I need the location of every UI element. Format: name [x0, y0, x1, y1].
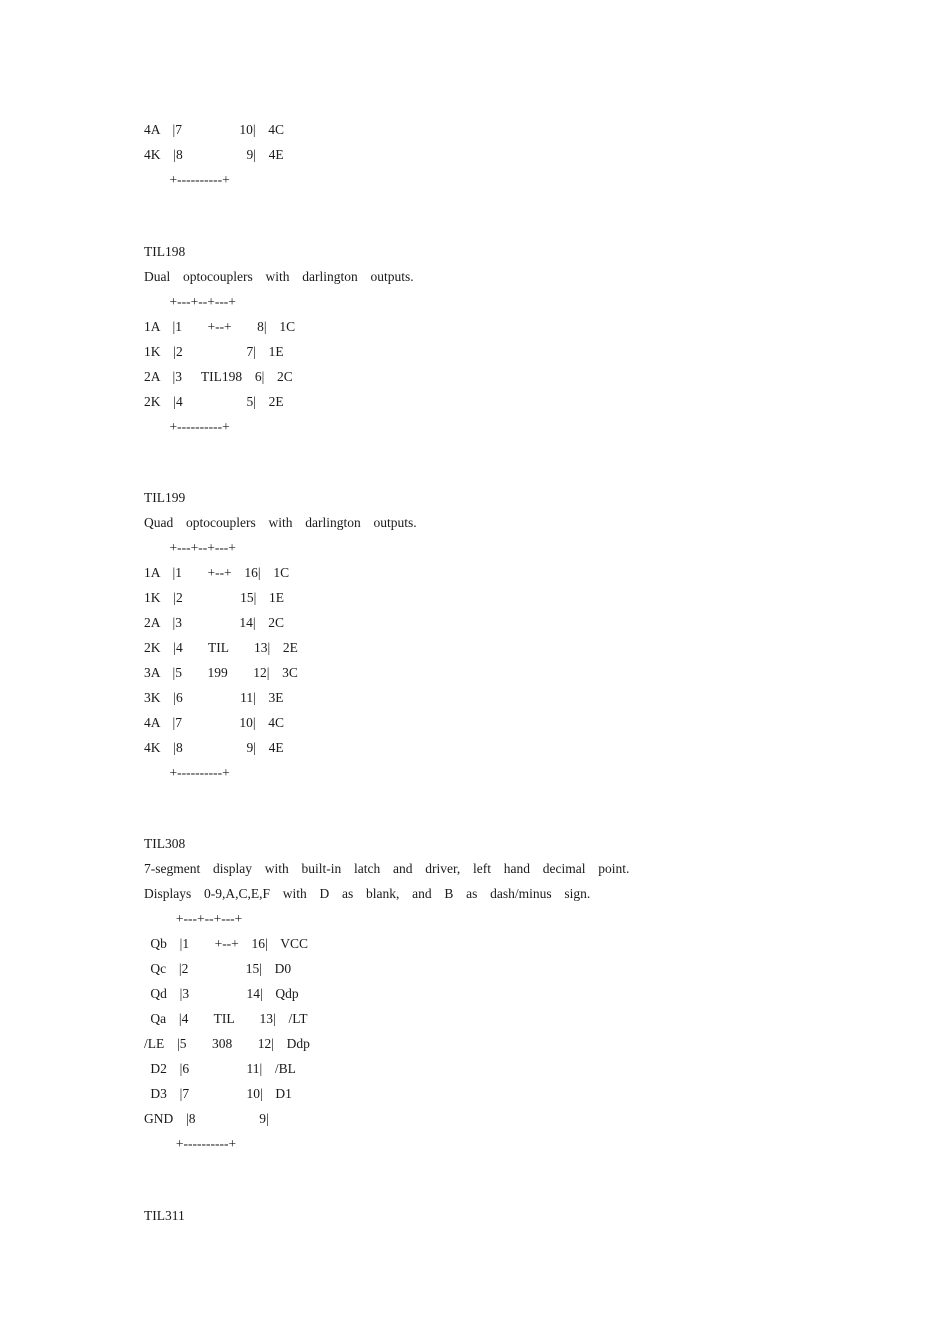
part-description: Dual optocouplers with darlington outputs. [144, 269, 414, 284]
pinout-row: Qa |4 TIL 13| /LT [144, 1011, 308, 1026]
pinout-row: D2 |6 11| /BL [144, 1061, 296, 1076]
pinout-row: 3A |5 199 12| 3C [144, 665, 298, 680]
pinout-row: Qb |1 +--+ 16| VCC [144, 936, 309, 951]
pinout-row: Qd |3 14| Qdp [144, 986, 299, 1001]
part-heading-til308: TIL308 [144, 836, 186, 851]
pinout-border: +---+--+---+ [144, 294, 236, 309]
pinout-row: D3 |7 10| D1 [144, 1086, 292, 1101]
pinout-border: +---+--+---+ [144, 540, 236, 555]
pinout-row: 4K |8 9| 4E [144, 147, 284, 162]
part-heading-til199: TIL199 [144, 490, 186, 505]
pinout-border: +----------+ [144, 419, 230, 434]
pinout-row: 4A |7 10| 4C [144, 122, 285, 137]
part-heading-til198: TIL198 [144, 244, 186, 259]
pinout-row: Qc |2 15| D0 [144, 961, 292, 976]
pinout-row: 4A |7 10| 4C [144, 715, 285, 730]
pinout-row: 3K |6 11| 3E [144, 690, 284, 705]
pinout-row: 1K |2 7| 1E [144, 344, 284, 359]
pinout-row: 2K |4 TIL 13| 2E [144, 640, 298, 655]
pinout-row: /LE |5 308 12| Ddp [144, 1036, 310, 1051]
pinout-border: +---+--+---+ [144, 911, 243, 926]
pinout-row: 4K |8 9| 4E [144, 740, 284, 755]
part-description: 7-segment display with built-in latch and driver, left hand decimal point. [144, 861, 630, 876]
pinout-border: +----------+ [144, 172, 230, 187]
pinout-row: GND |8 9| [144, 1111, 269, 1126]
part-description: Displays 0-9,A,C,E,F with D as blank, and B as dash/minus sign. [144, 886, 591, 901]
pinout-row: 2A |3 TIL198 6| 2C [144, 369, 293, 384]
pinout-row: 2K |4 5| 2E [144, 394, 284, 409]
pinout-row: 1A |1 +--+ 8| 1C [144, 319, 296, 334]
part-heading-til311: TIL311 [144, 1208, 185, 1223]
pinout-row: 1K |2 15| 1E [144, 590, 285, 605]
pinout-border: +----------+ [144, 765, 230, 780]
part-description: Quad optocouplers with darlington outputs. [144, 515, 417, 530]
pinout-border: +----------+ [144, 1136, 237, 1151]
pinout-row: 1A |1 +--+ 16| 1C [144, 565, 290, 580]
pinout-row: 2A |3 14| 2C [144, 615, 285, 630]
